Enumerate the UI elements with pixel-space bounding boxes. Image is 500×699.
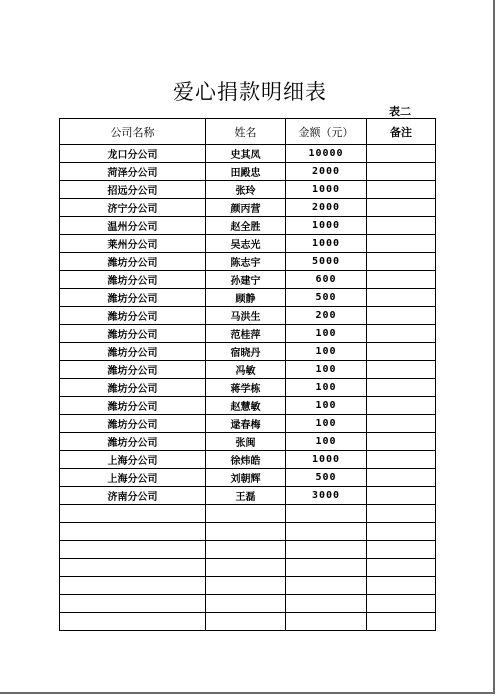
cell-amount [286, 505, 367, 523]
table-row [60, 451, 436, 469]
table-row [60, 433, 436, 451]
table-row [60, 235, 436, 253]
cell-name: 吴志光 [206, 235, 286, 253]
table-row [60, 217, 436, 235]
cell-company: 潍坊分公司 [60, 271, 206, 289]
table-row [60, 397, 436, 415]
cell-amount [286, 577, 367, 595]
cell-amount [286, 595, 367, 613]
table-code: 表二 [389, 105, 411, 118]
cell-amount: 1000 [286, 235, 367, 253]
cell-name: 徐炜皓 [206, 451, 286, 469]
cell-company: 潍坊分公司 [60, 325, 206, 343]
cell-note [367, 145, 436, 163]
table-row [60, 505, 436, 523]
table-row [60, 289, 436, 307]
cell-amount [286, 523, 367, 541]
cell-company [60, 505, 206, 523]
cell-name: 范桂萍 [206, 325, 286, 343]
cell-company: 潍坊分公司 [60, 253, 206, 271]
cell-name [206, 541, 286, 559]
cell-note [367, 199, 436, 217]
cell-name: 顾静 [206, 289, 286, 307]
cell-name: 刘朝辉 [206, 469, 286, 487]
cell-note [367, 469, 436, 487]
table-row [60, 541, 436, 559]
cell-note [367, 487, 436, 505]
cell-note [367, 361, 436, 379]
cell-company [60, 559, 206, 577]
cell-name [206, 505, 286, 523]
cell-amount: 500 [286, 469, 367, 487]
cell-amount: 100 [286, 379, 367, 397]
cell-company: 温州分公司 [60, 217, 206, 235]
cell-company: 潍坊分公司 [60, 433, 206, 451]
cell-amount: 100 [286, 343, 367, 361]
table-row [60, 163, 436, 181]
table-row [60, 343, 436, 361]
cell-amount: 100 [286, 325, 367, 343]
cell-name: 冯敏 [206, 361, 286, 379]
cell-note [367, 577, 436, 595]
cell-company [60, 613, 206, 631]
cell-amount: 1000 [286, 451, 367, 469]
cell-note [367, 235, 436, 253]
cell-company [60, 595, 206, 613]
cell-name: 陈志宇 [206, 253, 286, 271]
cell-amount: 5000 [286, 253, 367, 271]
table-row [60, 613, 436, 631]
cell-note [367, 559, 436, 577]
cell-note [367, 451, 436, 469]
cell-note [367, 433, 436, 451]
donation-table [59, 118, 436, 631]
table-row [60, 181, 436, 199]
cell-note [367, 613, 436, 631]
cell-name: 孙建宁 [206, 271, 286, 289]
cell-name: 王磊 [206, 487, 286, 505]
cell-name: 马洪生 [206, 307, 286, 325]
table-row [60, 469, 436, 487]
cell-company: 潍坊分公司 [60, 343, 206, 361]
table-row [60, 559, 436, 577]
cell-note [367, 163, 436, 181]
cell-note [367, 307, 436, 325]
table-row [60, 307, 436, 325]
cell-amount: 1000 [286, 217, 367, 235]
cell-amount: 2000 [286, 163, 367, 181]
header-row [60, 119, 436, 145]
cell-name [206, 613, 286, 631]
cell-amount: 600 [286, 271, 367, 289]
cell-company: 潍坊分公司 [60, 361, 206, 379]
cell-note [367, 541, 436, 559]
cell-note [367, 271, 436, 289]
table-row [60, 595, 436, 613]
cell-company: 潍坊分公司 [60, 379, 206, 397]
cell-note [367, 253, 436, 271]
table-row [60, 379, 436, 397]
cell-note [367, 289, 436, 307]
cell-amount: 1000 [286, 181, 367, 199]
cell-company: 潍坊分公司 [60, 397, 206, 415]
table-row [60, 415, 436, 433]
cell-amount: 500 [286, 289, 367, 307]
cell-name [206, 595, 286, 613]
cell-name: 张闽 [206, 433, 286, 451]
cell-name: 赵全胜 [206, 217, 286, 235]
cell-company [60, 541, 206, 559]
table-row [60, 253, 436, 271]
cell-note [367, 181, 436, 199]
cell-company: 潍坊分公司 [60, 415, 206, 433]
cell-note [367, 415, 436, 433]
header-amount: 金额（元） [286, 119, 367, 145]
cell-note [367, 397, 436, 415]
cell-company: 龙口分公司 [60, 145, 206, 163]
cell-company: 潍坊分公司 [60, 307, 206, 325]
cell-company: 莱州分公司 [60, 235, 206, 253]
cell-name: 颜丙营 [206, 199, 286, 217]
table-row [60, 325, 436, 343]
cell-amount: 100 [286, 415, 367, 433]
cell-name [206, 559, 286, 577]
header-company: 公司名称 [60, 119, 206, 145]
cell-company: 菏泽分公司 [60, 163, 206, 181]
cell-name [206, 523, 286, 541]
cell-note [367, 343, 436, 361]
cell-note [367, 505, 436, 523]
cell-name: 蒋学栋 [206, 379, 286, 397]
table-row [60, 487, 436, 505]
page-title: 爱心捐款明细表 [173, 80, 327, 104]
cell-company: 潍坊分公司 [60, 289, 206, 307]
cell-name: 逯春梅 [206, 415, 286, 433]
cell-amount: 100 [286, 397, 367, 415]
cell-name [206, 577, 286, 595]
table-row [60, 361, 436, 379]
cell-name: 赵慧敏 [206, 397, 286, 415]
cell-name: 史其凤 [206, 145, 286, 163]
table-row [60, 523, 436, 541]
cell-note [367, 379, 436, 397]
cell-company [60, 577, 206, 595]
table-body [60, 145, 436, 631]
cell-name: 宿晓丹 [206, 343, 286, 361]
cell-company: 济宁分公司 [60, 199, 206, 217]
table-row [60, 199, 436, 217]
cell-amount [286, 559, 367, 577]
cell-amount: 2000 [286, 199, 367, 217]
cell-name: 张玲 [206, 181, 286, 199]
cell-company: 上海分公司 [60, 469, 206, 487]
cell-amount: 3000 [286, 487, 367, 505]
header-name: 姓名 [206, 119, 286, 145]
header-note: 备注 [367, 119, 436, 145]
table-row [60, 145, 436, 163]
cell-note [367, 595, 436, 613]
cell-amount: 10000 [286, 145, 367, 163]
cell-amount: 200 [286, 307, 367, 325]
cell-amount [286, 613, 367, 631]
cell-note [367, 325, 436, 343]
cell-company: 上海分公司 [60, 451, 206, 469]
cell-name: 田殿忠 [206, 163, 286, 181]
cell-amount: 100 [286, 361, 367, 379]
cell-amount [286, 541, 367, 559]
cell-company: 济南分公司 [60, 487, 206, 505]
table-row [60, 577, 436, 595]
cell-amount: 100 [286, 433, 367, 451]
cell-note [367, 523, 436, 541]
cell-company: 招远分公司 [60, 181, 206, 199]
cell-note [367, 217, 436, 235]
table-row [60, 271, 436, 289]
cell-company [60, 523, 206, 541]
